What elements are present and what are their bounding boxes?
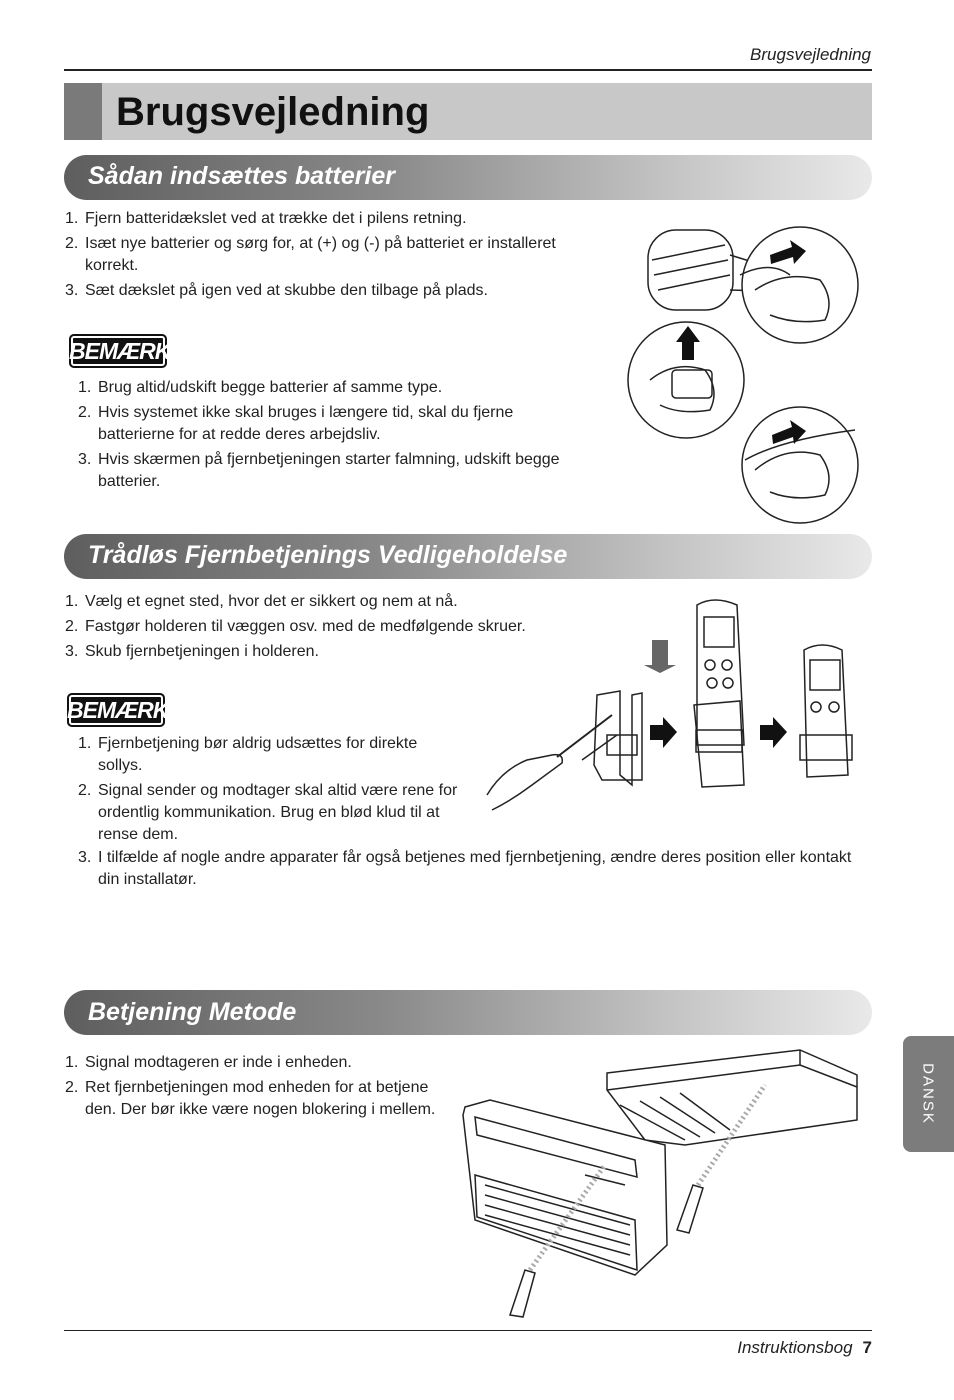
list-item: 1. Fjern batteridækslet ved at trække det i pilens retning. [65, 210, 467, 227]
holder-notes-list-cont [78, 847, 868, 894]
list-item: 2. Hvis systemet ikke skal bruges i længere tid, skal du fjerne batterierne for at redde deres arbejdsliv. [78, 404, 514, 443]
top-rule [64, 69, 872, 71]
ceiling-unit [607, 1050, 857, 1145]
list-item: 3. Skub fjernbetjeningen i holderen. [65, 643, 319, 660]
holder-notes-list [78, 733, 458, 849]
language-tab-label: DANSK [919, 1063, 937, 1125]
title-accent [64, 83, 102, 140]
list-item: 2. Fastgør holderen til væggen osv. med de medfølgende skruer. [65, 618, 526, 635]
remote-closeup-inset [648, 230, 733, 310]
battery-notes-list [78, 377, 578, 496]
list-item: 1. Brug altid/udskift begge batterier af samme type. [78, 379, 443, 396]
note-badge: BEMÆRK [67, 693, 165, 727]
list-item: 3. Hvis skærmen på fjernbetjeningen starter falmning, udskift begge batterier. [78, 451, 560, 490]
section-title-remote-maintenance: Trådløs Fjernbetjenings Vedligeholdelse [88, 541, 568, 569]
arrow-right-icon [650, 717, 677, 748]
arrow-down-icon [644, 640, 676, 673]
battery-steps-list [65, 208, 585, 305]
circle-step-remove-cover [742, 227, 858, 343]
list-item: 3. I tilfælde af nogle andre apparater får også betjenes med fjernbetjening, ændre deres position eller kontakt din installatør. [78, 849, 852, 888]
battery-illustration [620, 220, 870, 525]
list-item: 2. Isæt nye batterier og sørg for, at (+) og (-) på batteriet er installeret korrekt. [65, 235, 556, 274]
list-item: 1. Vælg et egnet sted, hvor det er sikkert og nem at nå. [65, 593, 458, 610]
screwdriver [557, 715, 612, 757]
page-title: Brugsvejledning [116, 90, 430, 134]
note-badge: BEMÆRK [69, 334, 167, 368]
section-title-batteries: Sådan indsættes batterier [88, 162, 396, 190]
list-item: 1. Signal modtageren er inde i enheden. [65, 1054, 352, 1071]
page-number: 7 [862, 1338, 872, 1357]
hand-with-screwdriver [487, 755, 562, 810]
units-illustration [455, 1045, 865, 1320]
operation-steps-list [65, 1052, 445, 1124]
list-item: 2. Ret fjernbetjeningen mod enheden for at betjene den. Der bør ikke være nogen blokering i mellem. [65, 1079, 436, 1118]
remote-control [677, 1185, 703, 1233]
remote-control [510, 1270, 535, 1317]
list-item: 2. Signal sender og modtager skal altid være rene for ordentlig kommunikation. Brug en blød klud til at rense dem. [78, 782, 458, 843]
arrow-right-icon [760, 717, 787, 748]
remote-holder-illustration [482, 595, 862, 820]
footer [737, 1338, 872, 1358]
remote-detail-lines [652, 245, 730, 290]
running-header: Brugsvejledning [750, 45, 871, 64]
list-item: 1. Fjernbetjening bør aldrig udsættes for direkte sollys. [78, 735, 418, 774]
wall-holder [694, 701, 744, 787]
wall-holder [594, 691, 642, 785]
section-title-operation-method: Betjening Metode [88, 998, 297, 1026]
list-item: 3. Sæt dækslet på igen ved at skubbe den tilbage på plads. [65, 282, 488, 299]
circle-step-replace-cover [742, 407, 858, 523]
footer-label: Instruktionsbog [737, 1338, 853, 1357]
bottom-rule [64, 1330, 872, 1331]
